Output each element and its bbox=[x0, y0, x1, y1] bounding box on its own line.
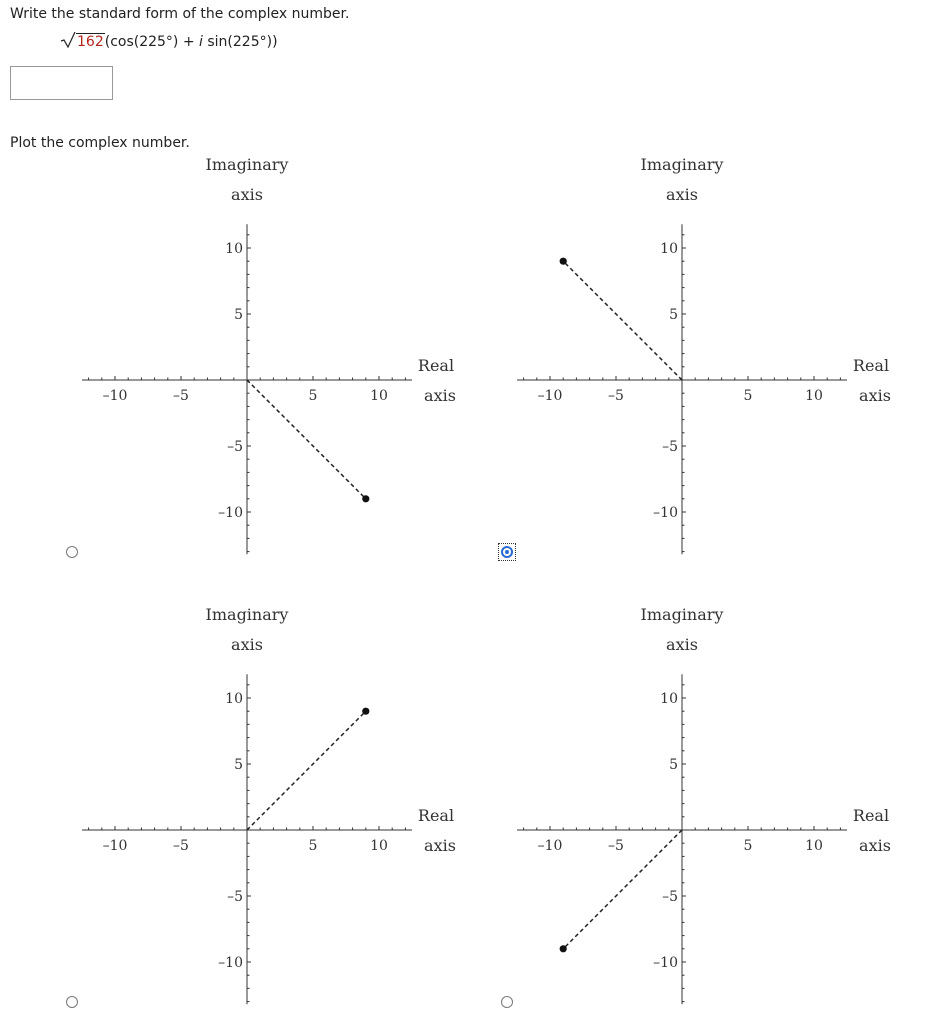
y-tick-label: –10 bbox=[218, 955, 243, 971]
y-tick-label: –10 bbox=[653, 955, 678, 971]
complex-plane-chart bbox=[505, 600, 905, 1020]
x-tick-label: 5 bbox=[743, 388, 753, 404]
imaginary-unit: i bbox=[199, 34, 203, 50]
y-tick-label: –10 bbox=[653, 505, 678, 521]
plot-option-1 bbox=[70, 150, 470, 574]
x-tick-label: –10 bbox=[102, 388, 128, 404]
real-axis-title: axis bbox=[859, 386, 891, 405]
complex-plane-chart bbox=[505, 150, 905, 570]
real-axis-title: axis bbox=[424, 386, 456, 405]
imaginary-axis-title: Imaginary bbox=[640, 605, 724, 624]
option-3-radio[interactable] bbox=[66, 996, 78, 1008]
x-tick-label: –5 bbox=[608, 388, 624, 404]
complex-point bbox=[362, 708, 369, 715]
complex-point bbox=[560, 945, 567, 952]
vector-segment bbox=[247, 711, 366, 830]
imaginary-axis-title: axis bbox=[666, 185, 698, 204]
y-tick-label: 10 bbox=[225, 691, 243, 707]
y-tick-label: –5 bbox=[662, 889, 678, 905]
x-tick-label: 10 bbox=[370, 388, 388, 404]
x-tick-label: –5 bbox=[173, 838, 189, 854]
real-axis-title: Real bbox=[852, 356, 890, 375]
x-tick-label: –10 bbox=[537, 838, 563, 854]
y-tick-label: 10 bbox=[660, 241, 678, 257]
vector-segment bbox=[247, 380, 366, 499]
x-tick-label: 5 bbox=[308, 838, 318, 854]
plot-option-2 bbox=[505, 150, 905, 574]
option-4-radio[interactable] bbox=[501, 996, 513, 1008]
vector-segment bbox=[563, 261, 682, 380]
imaginary-axis-title: axis bbox=[231, 185, 263, 204]
y-tick-label: 5 bbox=[234, 307, 243, 323]
imaginary-axis-title: Imaginary bbox=[640, 155, 724, 174]
imaginary-axis-title: axis bbox=[666, 635, 698, 654]
real-axis-title: Real bbox=[852, 806, 890, 825]
y-tick-label: –5 bbox=[662, 439, 678, 455]
x-tick-label: 10 bbox=[805, 838, 823, 854]
imaginary-axis-title: axis bbox=[231, 635, 263, 654]
y-tick-label: 10 bbox=[660, 691, 678, 707]
real-axis-title: Real bbox=[417, 806, 455, 825]
y-tick-label: –10 bbox=[218, 505, 243, 521]
expression-part: (cos(225°) + bbox=[104, 34, 200, 50]
y-tick-label: –5 bbox=[227, 439, 243, 455]
y-tick-label: 5 bbox=[234, 757, 243, 773]
answer-input[interactable] bbox=[10, 66, 113, 100]
complex-point bbox=[362, 495, 369, 502]
complex-point bbox=[560, 258, 567, 265]
y-tick-label: 10 bbox=[225, 241, 243, 257]
radicand: 162 bbox=[77, 34, 104, 50]
imaginary-axis-title: Imaginary bbox=[205, 605, 289, 624]
plot-prompt: Plot the complex number. bbox=[10, 135, 190, 151]
x-tick-label: –10 bbox=[102, 838, 128, 854]
x-tick-label: 5 bbox=[308, 388, 318, 404]
expression-part: sin(225°)) bbox=[202, 34, 278, 50]
real-axis-title: axis bbox=[424, 836, 456, 855]
plot-option-3 bbox=[70, 600, 470, 1024]
x-tick-label: –5 bbox=[608, 838, 624, 854]
question-prompt: Write the standard form of the complex number. bbox=[10, 6, 350, 22]
complex-plane-chart bbox=[70, 600, 470, 1020]
real-axis-title: axis bbox=[859, 836, 891, 855]
plot-option-4 bbox=[505, 600, 905, 1024]
x-tick-label: 10 bbox=[805, 388, 823, 404]
x-tick-label: –10 bbox=[537, 388, 563, 404]
x-tick-label: –5 bbox=[173, 388, 189, 404]
sqrt-icon bbox=[60, 32, 76, 52]
option-2-radio[interactable] bbox=[501, 546, 513, 558]
complex-expression bbox=[60, 32, 278, 52]
y-tick-label: –5 bbox=[227, 889, 243, 905]
x-tick-label: 5 bbox=[743, 838, 753, 854]
option-1-radio[interactable] bbox=[66, 546, 78, 558]
complex-plane-chart bbox=[70, 150, 470, 570]
real-axis-title: Real bbox=[417, 356, 455, 375]
imaginary-axis-title: Imaginary bbox=[205, 155, 289, 174]
x-tick-label: 10 bbox=[370, 838, 388, 854]
y-tick-label: 5 bbox=[669, 757, 678, 773]
y-tick-label: 5 bbox=[669, 307, 678, 323]
